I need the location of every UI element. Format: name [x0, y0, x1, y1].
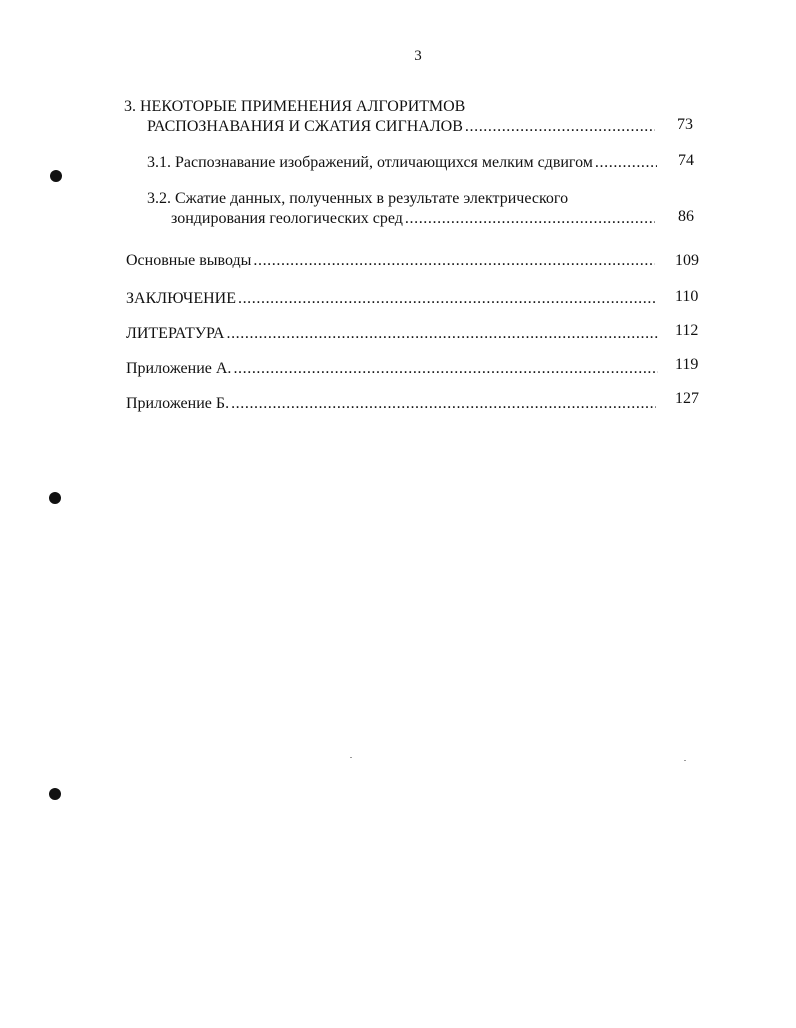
toc-section31-page: 74 — [678, 152, 694, 169]
dot-leader — [253, 252, 655, 270]
dot-leader — [465, 118, 655, 136]
toc-entry-section31 — [147, 154, 659, 172]
toc-section32-title-line1: 3.2. Сжатие данных, полученных в результате электрического — [147, 190, 569, 207]
dot-leader — [405, 210, 655, 228]
toc-appendix-a-title: Приложение А. — [126, 360, 232, 377]
dot-leader — [226, 325, 658, 343]
dot-leader — [238, 290, 655, 308]
scan-speck — [684, 760, 686, 761]
toc-chapter3-title-line1: 3. НЕКОТОРЫЕ ПРИМЕНЕНИЯ АЛГОРИТМОВ — [124, 98, 466, 115]
toc-entry-summary — [126, 290, 657, 308]
toc-summary-title: ЗАКЛЮЧЕНИЕ — [126, 290, 236, 307]
toc-literature-title: ЛИТЕРАТУРА — [126, 325, 225, 342]
toc-conclusions-page: 109 — [675, 252, 699, 269]
dot-leader — [231, 395, 656, 413]
toc-entry-appendix-b — [126, 395, 658, 413]
dot-leader — [595, 154, 657, 172]
toc-section31-title: 3.1. Распознавание изображений, отличающихся мелким сдвигом — [147, 154, 593, 171]
toc-appendix-b-title: Приложение Б. — [126, 395, 230, 412]
toc-chapter3-title-line2: РАСПОЗНАВАНИЯ И СЖАТИЯ СИГНАЛОВ — [147, 118, 463, 135]
toc-entry-chapter3 — [147, 118, 657, 136]
toc-conclusions-title: Основные выводы — [126, 252, 252, 269]
toc-entry-literature — [126, 325, 660, 343]
punch-hole-mark — [49, 788, 61, 800]
scan-speck — [350, 757, 352, 758]
toc-summary-page: 110 — [675, 288, 699, 305]
toc-section32-page: 86 — [678, 208, 694, 225]
toc-entry-conclusions — [126, 252, 657, 270]
toc-appendix-b-page: 127 — [675, 390, 699, 407]
toc-section32-title-line2: зондирования геологических сред — [171, 210, 403, 227]
toc-literature-page: 112 — [675, 322, 699, 339]
punch-hole-mark — [50, 170, 62, 182]
punch-hole-mark — [49, 492, 61, 504]
toc-entry-section32 — [171, 210, 657, 228]
page-number: 3 — [414, 48, 422, 64]
dot-leader — [233, 360, 658, 378]
toc-appendix-a-page: 119 — [675, 356, 699, 373]
toc-chapter3-page: 73 — [677, 116, 693, 133]
toc-entry-appendix-a — [126, 360, 660, 378]
